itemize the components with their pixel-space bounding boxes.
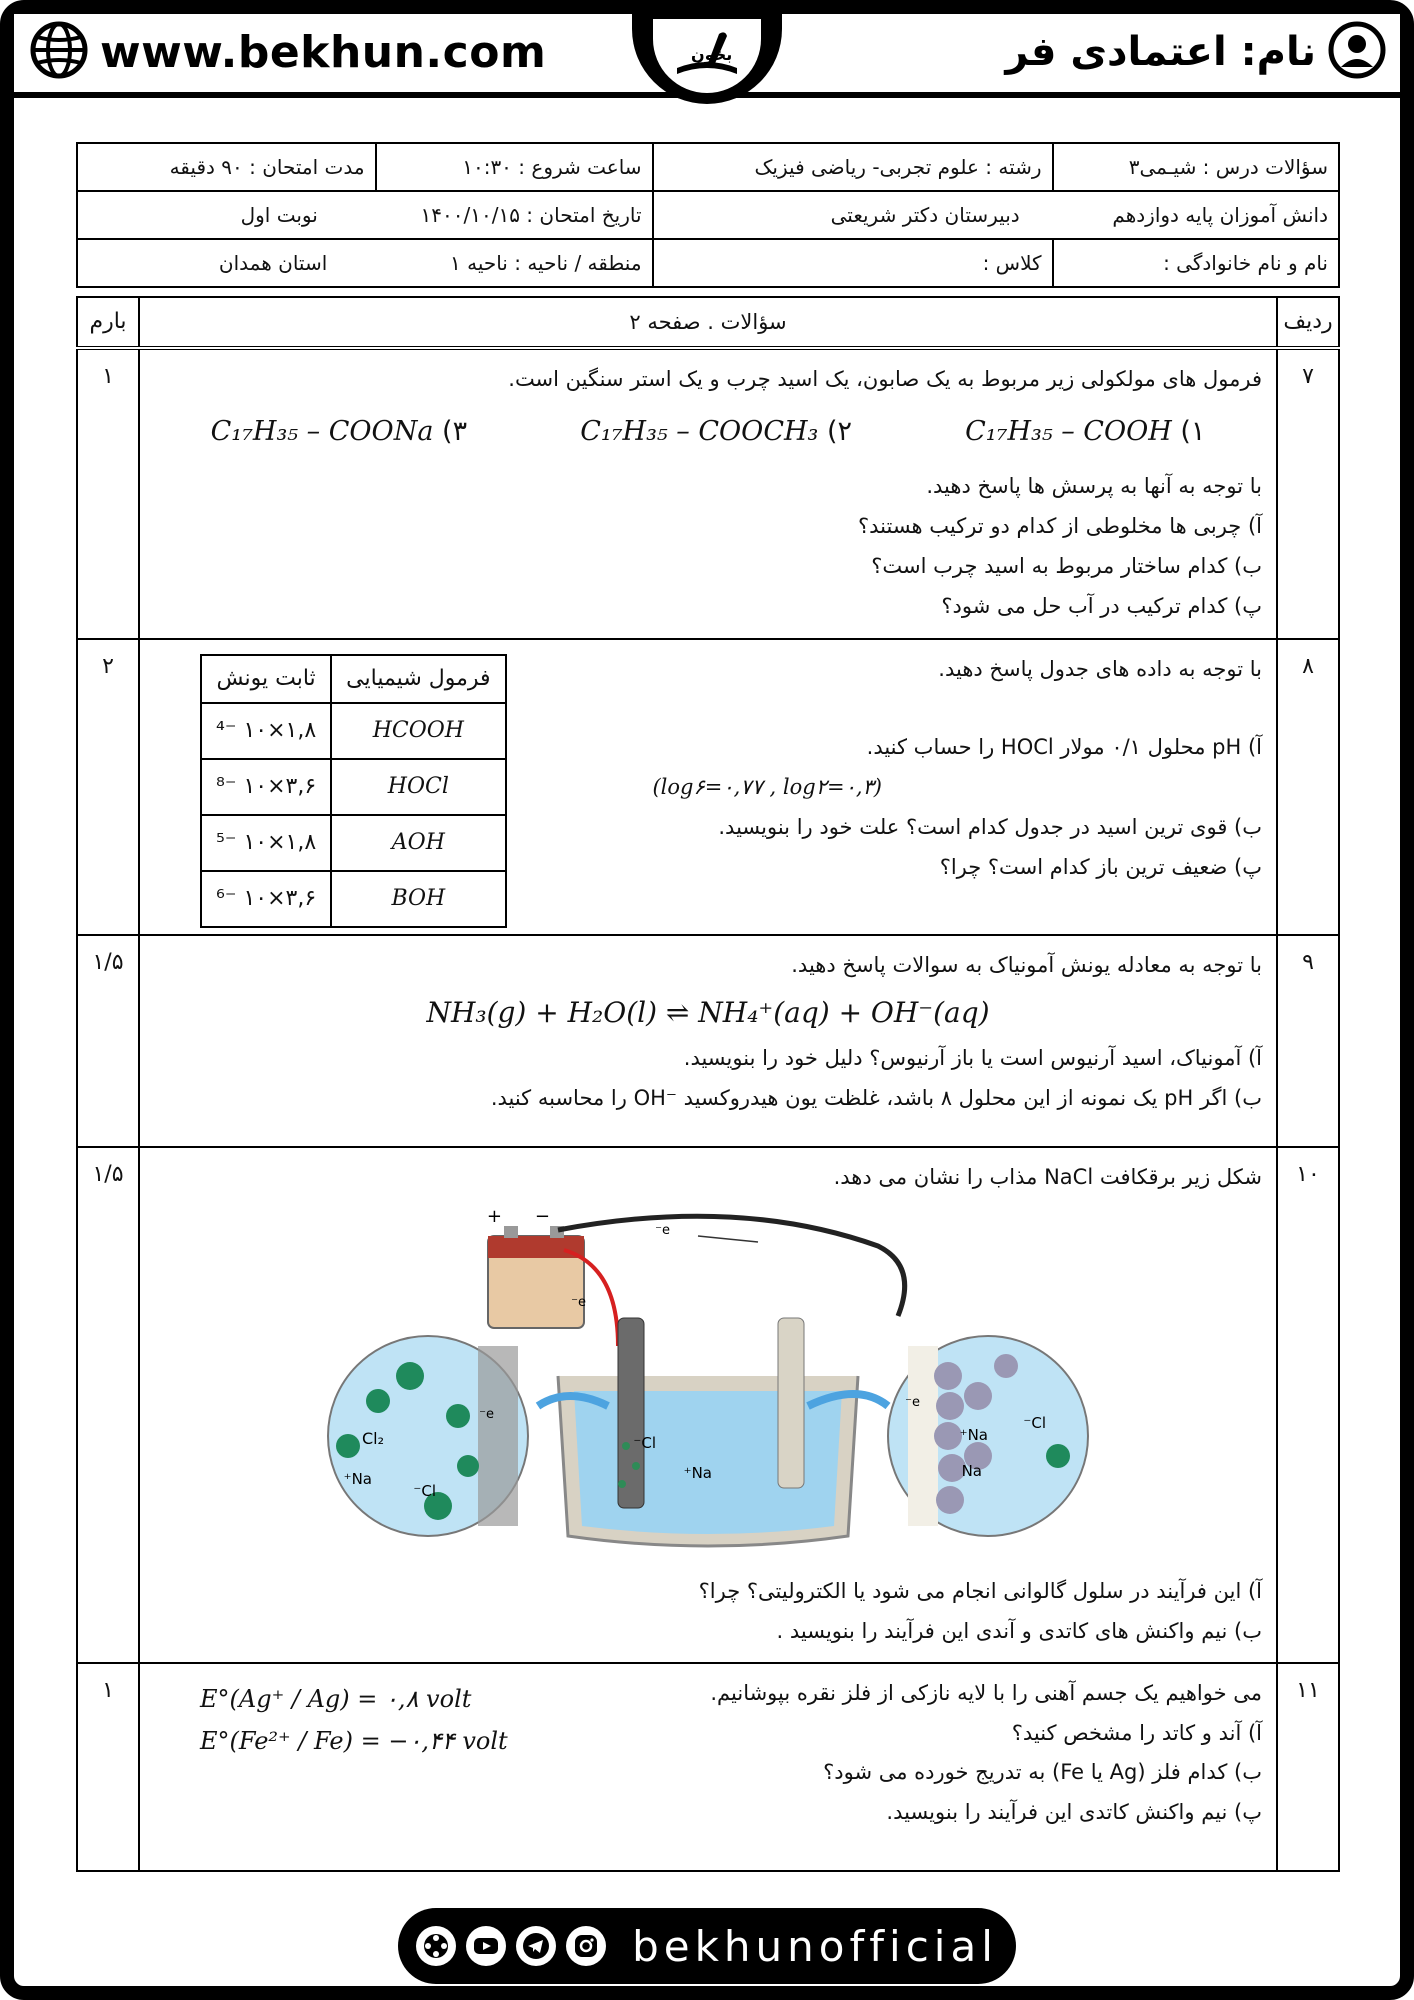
minus-terminal: − [534,1205,550,1227]
reduction-potentials [200,1678,508,1762]
questions-header: سؤالات . صفحه ۲ [139,297,1277,348]
formula-cell: BOH [331,871,505,927]
table-row [201,759,506,815]
question-number: ۷ [1277,348,1339,639]
cathode-zoom-view [888,1336,1088,1536]
part-a: آ) آند و کاتد را مشخص کنید؟ [1011,1720,1262,1745]
electron-label-right: e⁻ [905,1394,920,1410]
top-banner [14,14,1400,98]
formula-3: ۳) C₁₇H₃₅ – COONa [210,415,468,447]
start-time-cell: ساعت شروع : ۱۰:۳۰ [376,143,653,191]
aparat-icon[interactable] [416,1926,456,1966]
part-b: ب) کدام فلز (Ag یا Fe) به تدریج خورده می شود؟ [823,1760,1262,1785]
ionization-equation: NH₃(g) + H₂O(l) ⇌ NH₄⁺(aq) + OH⁻(aq) [426,995,990,1029]
question-body [139,1663,1277,1871]
question-lead: با توجه به آنها به پرسش ها پاسخ دهید. [926,474,1262,499]
formula-cell: HOCl [331,759,505,815]
formula-1: ۱) C₁₇H₃₅ – COOH [965,415,1206,447]
formula-cell: AOH [331,815,505,871]
fe-potential: E°(Fe²⁺ / Fe) = −۰,۴۴ volt [200,1726,508,1755]
question-intro: می خواهیم یک جسم آهنی را با لایه نازکی از فلز نقره بپوشانیم. [710,1680,1262,1705]
exam-date-text: تاریخ امتحان : ۱۴۰۰/۱۰/۱۵ [420,203,642,227]
cl-ion-label-vessel: Cl⁻ [633,1433,656,1452]
cl-ion-label-left: Cl⁻ [413,1481,436,1500]
field-cell: رشته : علوم تجربی- ریاضی فیزیک [653,143,1053,191]
school-text: دبیرستان دکتر شریعتی [830,203,1020,227]
duration-cell: مدت امتحان : ۹۰ دقیقه [77,143,376,191]
log-hint: (log۶=۰,۷۷ , log۲=۰,۳) [652,774,882,799]
student-name [1005,20,1386,84]
part-b: ب) اگر pH یک نمونه از این محلول ۸ باشد، غلظت یون هیدروکسید ⁻OH را محاسبه کنید. [490,1085,1262,1110]
ag-potential: E°(Ag⁺ / Ag) = ۰,۸ volt [200,1684,472,1713]
formula-2: ۲) C₁₇H₃₅ – COOCH₃ [580,415,852,447]
battery-icon [487,1206,584,1328]
question-intro: شکل زیر برقکافت NaCl مذاب را نشان می دهد. [833,1165,1262,1189]
questions-table [76,296,1340,1872]
formula-list [154,406,1262,457]
plus-terminal: + [486,1205,502,1227]
cl-ion-label-right: Cl⁻ [1023,1413,1046,1432]
constant-cell: ۳,۶×۱۰ ⁻⁶ [201,871,331,927]
date-turn-cell [77,191,653,239]
part-b: ب) کدام ساختار مربوط به اسید چرب است؟ [871,553,1262,578]
footer-social-bar [398,1908,1016,1984]
ionization-table [200,654,507,928]
question-score: ۱ [77,348,139,639]
brand-logo [632,8,782,104]
question-row-9 [77,935,1339,1147]
anode-zoom-view [328,1336,528,1536]
question-number: ۸ [1277,639,1339,935]
part-c: پ) ضعیف ترین باز کدام است؟ چرا؟ [939,854,1262,879]
name-text: نام: اعتمادی فر [1005,29,1316,75]
user-icon [1328,21,1386,83]
book-pen-icon [667,26,747,86]
social-handle[interactable]: bekhunofficial [632,1921,998,1971]
part-c: پ) کدام ترکیب در آب حل می شود؟ [941,593,1262,618]
youtube-icon[interactable] [466,1926,506,1966]
electron-label-top: e⁻ [655,1222,670,1238]
question-number: ۱۰ [1277,1147,1339,1663]
students-school-cell [653,191,1339,239]
question-score: ۱/۵ [77,1147,139,1663]
row-header: ردیف [1277,297,1339,348]
electron-label-wire: e⁻ [571,1294,586,1310]
electron-arrow [698,1236,758,1242]
question-body [139,348,1277,639]
anode-rod [778,1318,804,1488]
instagram-icon[interactable] [566,1926,606,1966]
question-body [139,1147,1277,1663]
part-a: آ) pH محلول ۰/۱ مولار HOCl را حساب کنید. [866,734,1262,759]
question-body [139,935,1277,1147]
question-body [139,639,1277,935]
question-row-11 [77,1663,1339,1871]
na-ion-label-left: Na⁺ [343,1469,372,1488]
question-intro: با توجه به معادله یونش آمونیاک به سوالات پاسخ دهید. [791,953,1262,977]
question-intro: فرمول های مولکولی زیر مربوط به یک صابون، یک اسید چرب و یک استر سنگین است. [508,367,1262,391]
question-row-8 [77,639,1339,935]
table-row [201,871,506,927]
na-ion-label-vessel: Na⁺ [683,1463,712,1482]
question-row-10 [77,1147,1339,1663]
family-name-cell: نام و نام خانوادگی : [1053,239,1339,287]
logo-text: بخون [691,45,733,64]
website-link[interactable] [30,20,546,84]
constant-header: ثابت یونش [201,655,331,703]
question-score: ۱/۵ [77,935,139,1147]
electron-label-left: e⁻ [479,1406,494,1422]
cathode-rod [618,1318,644,1508]
globe-icon [30,21,88,83]
telegram-icon[interactable] [516,1926,556,1966]
turn-text: نوبت اول [240,203,318,227]
score-header: بارم [77,297,139,348]
question-intro: با توجه به داده های جدول پاسخ دهید. [938,657,1262,681]
region-text: منطقه / ناحیه : ناحیه ۱ [449,251,642,275]
question-number: ۱۱ [1277,1663,1339,1871]
na-ion-label-right: Na⁺ [959,1425,988,1444]
table-row [201,815,506,871]
constant-cell: ۱,۸×۱۰ ⁻⁴ [201,703,331,759]
class-cell: کلاس : [653,239,1053,287]
part-a: آ) آمونیاک، اسید آرنیوس است یا باز آرنیوس؟ دلیل خود را بنویسید. [683,1046,1262,1071]
website-text: www.bekhun.com [100,26,547,78]
subject-cell: سؤالات درس : شیـمی۳ [1053,143,1339,191]
electrolysis-diagram [318,1206,1098,1566]
cl2-label: Cl₂ [361,1428,384,1448]
question-score: ۱ [77,1663,139,1871]
part-a: آ) این فرآیند در سلول گالوانی انجام می شود یا الکترولیتی؟ چرا؟ [698,1578,1262,1603]
part-a: آ) چربی ها مخلوطی از کدام دو ترکیب هستند؟ [857,514,1262,539]
constant-cell: ۳,۶×۱۰ ⁻⁸ [201,759,331,815]
question-row-7 [77,348,1339,639]
question-score: ۲ [77,639,139,935]
formula-cell: HCOOH [331,703,505,759]
province-text: استان همدان [218,251,328,275]
students-text: دانش آموزان پایه دوازدهم [1112,203,1328,227]
part-b: ب) قوی ترین اسید در جدول کدام است؟ علت خود را بنویسید. [718,814,1262,839]
formula-header: فرمول شیمیایی [331,655,505,703]
part-c: پ) نیم واکنش کاتدی این فرآیند را بنویسید. [886,1800,1262,1825]
table-row [201,703,506,759]
constant-cell: ۱,۸×۱۰ ⁻⁵ [201,815,331,871]
na-metal-label: Na [961,1461,982,1480]
part-b: ب) نیم واکنش های کاتدی و آندی این فرآیند را بنویسید . [776,1618,1262,1643]
exam-info-table [76,142,1340,288]
region-province-cell [77,239,653,287]
question-number: ۹ [1277,935,1339,1147]
